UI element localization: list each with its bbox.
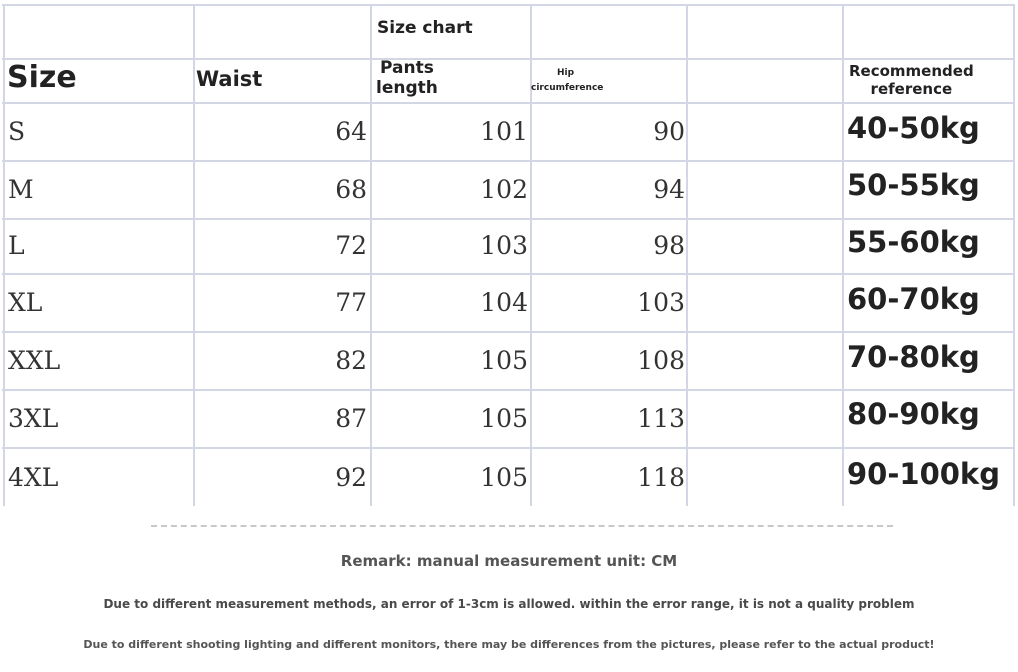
dashed-divider xyxy=(151,525,893,527)
hip-cell: 108 xyxy=(637,346,685,375)
waist-cell: 68 xyxy=(335,175,367,204)
remark-unit: Remark: manual measurement unit: CM xyxy=(340,552,678,570)
grid-line xyxy=(2,331,1015,333)
size-cell: 4XL xyxy=(8,463,59,492)
pants-length-cell: 101 xyxy=(480,117,528,146)
grid-line xyxy=(3,4,5,506)
hip-cell: 118 xyxy=(637,463,685,492)
weight-cell: 90-100kg xyxy=(847,457,1000,491)
header-hip-circumference xyxy=(531,66,603,96)
pants-length-cell: 105 xyxy=(480,463,528,492)
pants-length-cell: 103 xyxy=(480,231,528,260)
weight-cell: 70-80kg xyxy=(847,340,980,374)
pants-length-cell: 104 xyxy=(480,288,528,317)
pants-length-cell: 102 xyxy=(480,175,528,204)
grid-line xyxy=(842,4,844,506)
size-cell: XXL xyxy=(8,346,61,375)
header-pants-line1: Pants xyxy=(380,58,434,78)
waist-cell: 64 xyxy=(335,117,367,146)
header-pants-length xyxy=(376,58,438,98)
header-hip-line1: Hip xyxy=(557,68,575,78)
grid-line xyxy=(2,102,1015,104)
size-cell: 3XL xyxy=(8,404,59,433)
size-cell: XL xyxy=(8,288,43,317)
hip-cell: 98 xyxy=(653,231,685,260)
size-cell: S xyxy=(8,117,26,146)
grid-line xyxy=(2,218,1015,220)
grid-line xyxy=(1013,4,1015,506)
weight-cell: 50-55kg xyxy=(847,168,980,202)
waist-cell: 82 xyxy=(335,346,367,375)
grid-line xyxy=(2,58,1015,60)
grid-line xyxy=(193,4,195,506)
grid-line xyxy=(2,160,1015,162)
grid-line xyxy=(2,273,1015,275)
size-cell: M xyxy=(8,175,34,204)
waist-cell: 77 xyxy=(335,288,367,317)
hip-cell: 103 xyxy=(637,288,685,317)
pants-length-cell: 105 xyxy=(480,404,528,433)
size-cell: L xyxy=(8,231,25,260)
grid-line xyxy=(686,4,688,506)
hip-cell: 113 xyxy=(637,404,685,433)
weight-cell: 55-60kg xyxy=(847,225,980,259)
header-size: Size xyxy=(7,60,77,95)
grid-line xyxy=(2,447,1015,449)
header-rec-line2: reference xyxy=(870,80,953,98)
waist-cell: 72 xyxy=(335,231,367,260)
remark-error-note: Due to different measurement methods, an error of 1-3cm is allowed. within the error range, it is not a quality problem xyxy=(103,597,915,611)
header-waist: Waist xyxy=(196,67,263,91)
weight-cell: 60-70kg xyxy=(847,282,980,316)
hip-cell: 90 xyxy=(653,117,685,146)
pants-length-cell: 105 xyxy=(480,346,528,375)
header-rec-line1: Recommended xyxy=(849,62,974,80)
grid-line xyxy=(370,4,372,506)
waist-cell: 87 xyxy=(335,404,367,433)
header-recommended-reference xyxy=(849,62,974,98)
weight-cell: 40-50kg xyxy=(847,111,980,145)
grid-line xyxy=(2,4,1015,6)
waist-cell: 92 xyxy=(335,463,367,492)
grid-line xyxy=(2,389,1015,391)
remarks-section xyxy=(0,512,1018,672)
table-title: Size chart xyxy=(377,18,473,38)
weight-cell: 80-90kg xyxy=(847,397,980,431)
header-hip-line2: circumference xyxy=(531,83,604,93)
hip-cell: 94 xyxy=(653,175,685,204)
header-pants-line2: length xyxy=(376,78,438,98)
remark-display-note: Due to different shooting lighting and different monitors, there may be differences from the pictures, please refer to the actual product! xyxy=(83,638,935,651)
